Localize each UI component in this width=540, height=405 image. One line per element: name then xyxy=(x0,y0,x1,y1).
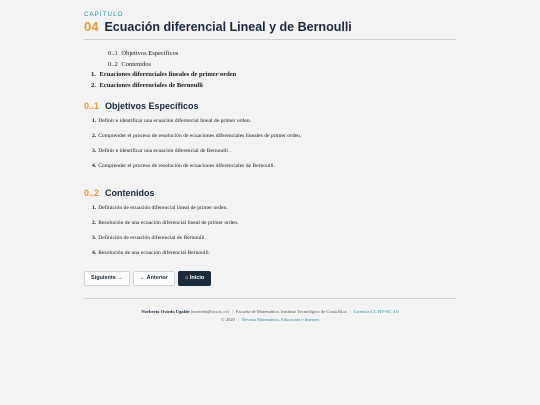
footer-year: © 2020 xyxy=(221,317,235,322)
list-item-text: Definición de ecuación diferencial de Bernoulli. xyxy=(98,235,206,241)
toc-item-label: Ecuaciones diferenciales lineales de primer orden xyxy=(99,71,237,78)
list-item xyxy=(84,205,456,220)
toc-item-label: Contenidos xyxy=(121,60,151,68)
toc-item-bernoulli[interactable] xyxy=(84,81,456,92)
toc-item-label: Objetivos Específicos xyxy=(121,50,179,57)
table-of-contents xyxy=(84,49,456,91)
section-heading xyxy=(84,188,456,198)
chapter-page xyxy=(84,12,456,286)
list-item xyxy=(84,163,456,178)
footer-author: Norberto Oviedo Ugalde xyxy=(141,309,190,314)
footer-line-1 xyxy=(84,308,456,316)
list-item-number: 2. xyxy=(92,133,97,139)
list-item-number: 1. xyxy=(92,205,97,211)
chapter-label: CAPÍTULO xyxy=(84,12,124,18)
toc-item-objetivos[interactable] xyxy=(84,49,456,60)
chapter-number: 04 xyxy=(84,19,99,34)
footer-separator: | xyxy=(349,309,351,314)
contents-list xyxy=(84,205,456,265)
list-item-text: Comprender el proceso de resolución de ecuaciones diferenciales de Bernoulli. xyxy=(98,163,275,169)
list-item xyxy=(84,148,456,163)
prev-button[interactable]: ← Anterior xyxy=(133,271,175,286)
footer-email[interactable]: (noviedo@itcr.ac.cr) xyxy=(190,309,229,314)
list-item-text: Comprender el proceso de resolución de ecuaciones diferenciales lineales de primer orden. xyxy=(98,133,302,139)
list-item-text: Definir e identificar una ecuación diferencial lineal de primer orden. xyxy=(98,118,252,124)
list-item-text: Definir e identificar una ecuación diferencial de Bernoulli . xyxy=(98,148,231,154)
section-title: Contenidos xyxy=(105,188,155,198)
home-button[interactable]: ⌂ Inicio xyxy=(178,271,211,286)
list-item-number: 4. xyxy=(92,250,97,256)
list-item xyxy=(84,133,456,148)
toc-item-number: 2. xyxy=(91,81,96,89)
next-button[interactable]: Siguiente → xyxy=(84,271,130,286)
list-item-number: 3. xyxy=(92,235,97,241)
chapter-title: Ecuación diferencial Lineal y de Bernoulli xyxy=(104,20,352,34)
toc-item-number: 0..2 xyxy=(108,60,118,68)
section-contenidos xyxy=(84,188,456,265)
toc-item-label: Ecuaciones diferenciales de Bernoulli xyxy=(99,81,203,89)
list-item-text: Resolución de una ecuación diferencial Bernoulli. xyxy=(98,250,211,256)
footer-journal-link[interactable]: Revista Matemática, Educación e Internet xyxy=(242,317,319,322)
list-item-number: 1. xyxy=(92,118,97,124)
toc-item-lineales[interactable] xyxy=(84,70,456,81)
footer-license-link[interactable]: Licencia CC BY-NC 4.0 xyxy=(353,309,399,314)
list-item xyxy=(84,250,456,265)
footer-school: Escuela de Matemática, Instituto Tecnológico de Costa Rica xyxy=(235,309,347,314)
list-item xyxy=(84,220,456,235)
toc-item-number: 1. xyxy=(91,71,96,78)
list-item-number: 3. xyxy=(92,148,97,154)
page-footer xyxy=(84,298,456,324)
list-item-number: 4. xyxy=(92,163,97,169)
section-title: Objetivos Específicos xyxy=(105,101,199,111)
section-number: 0..1 xyxy=(84,101,100,111)
list-item-text: Definición de ecuación diferencial lineal de primer orden. xyxy=(98,205,228,211)
footer-separator: | xyxy=(237,317,239,322)
list-item-number: 2. xyxy=(92,220,97,226)
toc-item-number: 0..1 xyxy=(108,50,118,57)
list-item xyxy=(84,235,456,250)
section-number: 0..2 xyxy=(84,188,100,198)
navigation-buttons xyxy=(84,271,456,286)
section-heading xyxy=(84,101,456,111)
toc-item-contenidos[interactable] xyxy=(84,60,456,71)
footer-separator: | xyxy=(231,309,233,314)
list-item xyxy=(84,118,456,133)
list-item-text: Resolución de una ecuación diferencial lineal de primer orden. xyxy=(98,220,239,226)
chapter-header xyxy=(84,19,456,40)
section-objetivos xyxy=(84,101,456,178)
footer-line-2 xyxy=(84,316,456,324)
objectives-list xyxy=(84,118,456,178)
